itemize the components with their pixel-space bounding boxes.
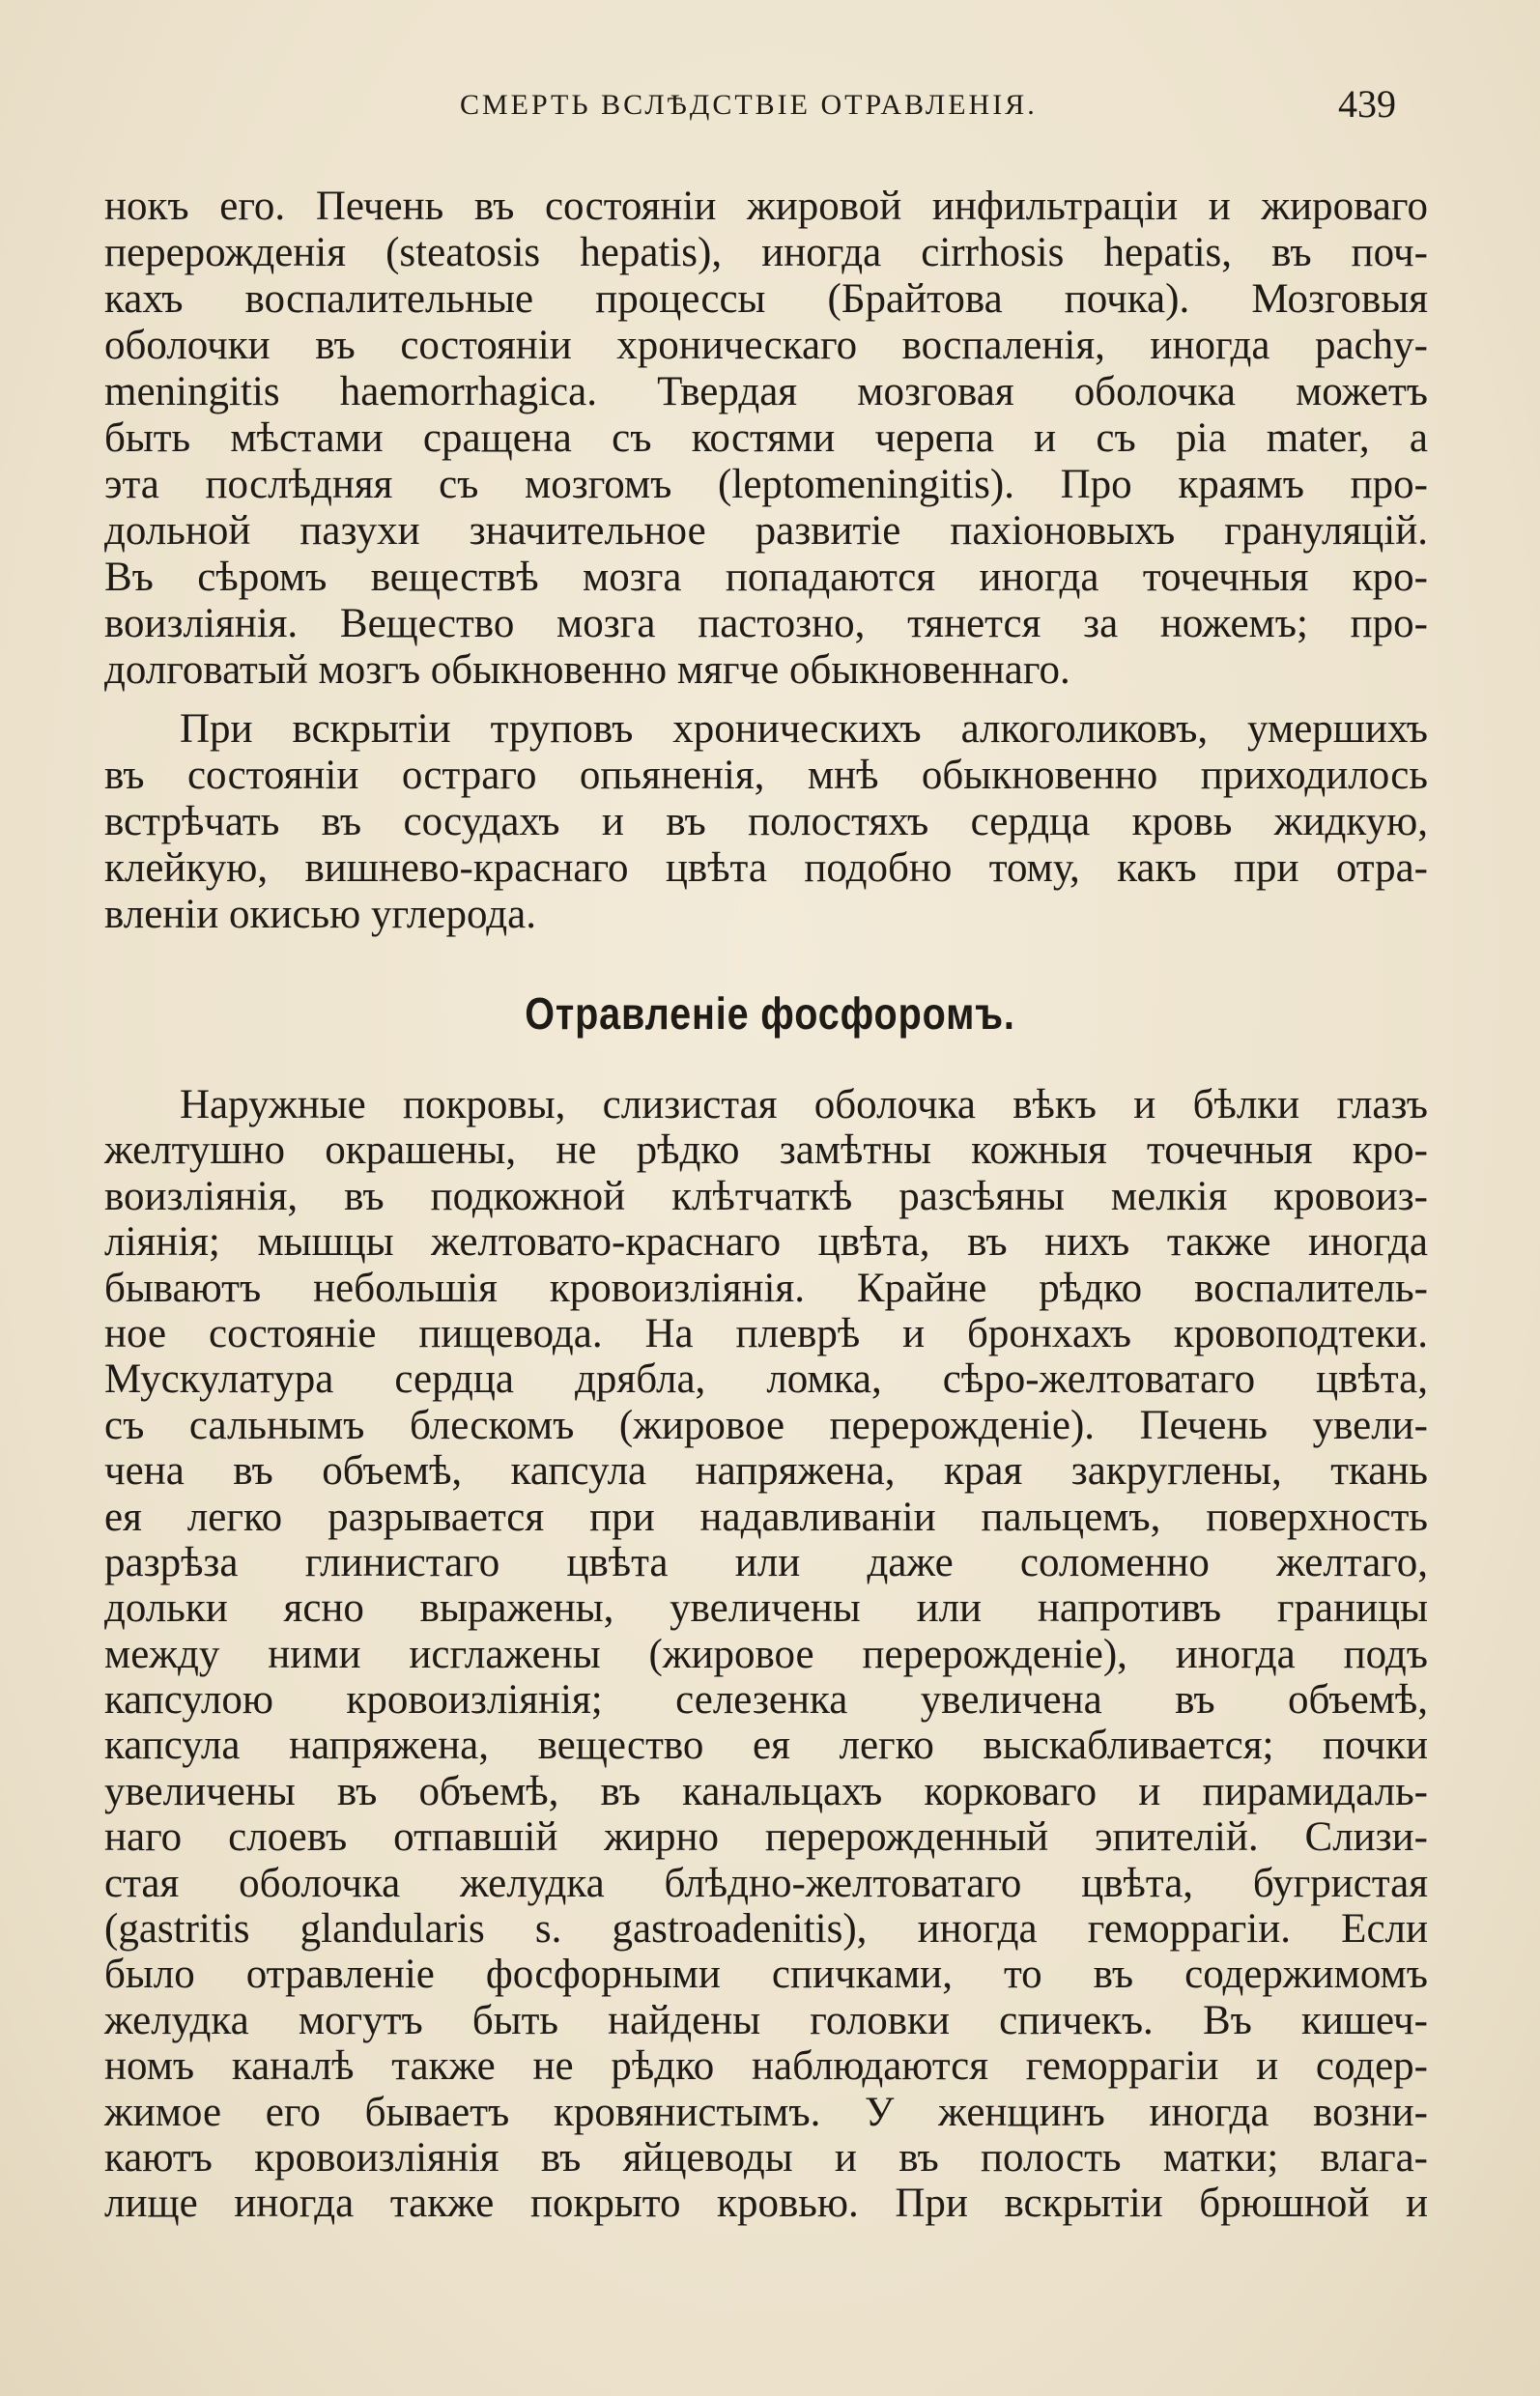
page-number: 439 bbox=[1338, 82, 1396, 126]
text-line: Мускулатура сердца дрябла, ломка, сѣро-желтоватаго цвѣта, bbox=[104, 1356, 1428, 1403]
running-title: СМЕРТЬ ВСЛѢДСТВІЕ ОТРАВЛЕНІЯ. bbox=[460, 89, 1038, 121]
text-line: ея легко разрывается при надавливаніи пальцемъ, поверхность bbox=[104, 1494, 1428, 1540]
text-line: жимое его бываетъ кровянистымъ. У женщинъ иногда возни- bbox=[104, 2089, 1428, 2135]
text-line: При вскрытіи труповъ хроническихъ алкоголиковъ, умершихъ bbox=[180, 706, 1428, 752]
text-line: долговатый мозгъ обыкновенно мягче обыкновеннаго. bbox=[104, 647, 1070, 693]
text-line: нокъ его. Печень въ состояніи жировой инфильтраціи и жироваго bbox=[104, 184, 1428, 229]
text-line: быть мѣстами сращена съ костями черепа и съ pia mater, а bbox=[104, 415, 1428, 461]
text-line: капсулою кровоизліянія; селезенка увеличена въ объемѣ, bbox=[104, 1677, 1428, 1724]
text-line: кахъ воспалительные процессы (Брайтова почка). Мозговыя bbox=[104, 276, 1428, 322]
text-line: дольной пазухи значительное развитіе пахіоновыхъ грануляцій. bbox=[104, 508, 1428, 554]
text-line: каютъ кровоизліянія въ яйцеводы и въ полость матки; влага- bbox=[104, 2134, 1428, 2181]
text-line: перерожденія (steatosis hepatis), иногда cirrhosis hepatis, въ поч- bbox=[104, 230, 1428, 275]
text-line: наго слоевъ отпавшій жирно перерожденный эпителій. Слизи- bbox=[104, 1814, 1428, 1861]
text-line: капсула напряжена, вещество ея легко выскабливается; почки bbox=[104, 1723, 1428, 1769]
text-line: meningitis haemorrhagica. Твердая мозговая оболочка можетъ bbox=[104, 369, 1428, 414]
text-line: увеличены въ объемѣ, въ канальцахъ корковаго и пирамидаль- bbox=[104, 1768, 1428, 1814]
text-line: номъ каналѣ также не рѣдко наблюдаются геморрагіи и содер- bbox=[104, 2043, 1428, 2090]
text-line: было отравленіе фосфорными спичками, то въ содержимомъ bbox=[104, 1952, 1428, 1998]
text-line: лище иногда также покрыто кровью. При вскрытіи брюшной и bbox=[104, 2181, 1428, 2227]
text-line: желтушно окрашены, не рѣдко замѣтны кожныя точечныя кро- bbox=[104, 1127, 1428, 1174]
text-line: бываютъ небольшія кровоизліянія. Крайне рѣдко воспалитель- bbox=[104, 1265, 1428, 1311]
text-line: чена въ объемѣ, капсула напряжена, края закруглены, ткань bbox=[104, 1448, 1428, 1495]
section-heading: Отравленіе фосфоромъ. bbox=[525, 988, 1015, 1039]
text-line: разрѣза глинистаго цвѣта или даже соломенно желтаго, bbox=[104, 1539, 1428, 1585]
text-line: съ сальнымъ блескомъ (жировое перерожденіе). Печень увели- bbox=[104, 1402, 1428, 1448]
running-head bbox=[0, 82, 1540, 137]
text-line: воизліянія, въ подкожной клѣтчаткѣ разсѣяны мелкія кровоиз- bbox=[104, 1173, 1428, 1219]
text-line: воизліянія. Вещество мозга пастозно, тянется за ножемъ; про- bbox=[104, 601, 1428, 646]
text-line: въ состояніи остраго опьяненія, мнѣ обыкновенно приходилось bbox=[104, 753, 1428, 798]
text-line: ное состояніе пищевода. На плеврѣ и бронхахъ кровоподтеки. bbox=[104, 1310, 1428, 1356]
text-line: ліянія; мышцы желтовато-краснаго цвѣта, въ нихъ также иногда bbox=[104, 1219, 1428, 1266]
text-line: Въ сѣромъ веществѣ мозга попадаются иногда точечныя кро- bbox=[104, 555, 1428, 600]
text-line: оболочки въ состояніи хроническаго воспаленія, иногда pachy- bbox=[104, 323, 1428, 368]
text-line: дольки ясно выражены, увеличены или напротивъ границы bbox=[104, 1585, 1428, 1632]
text-line: (gastritis glandularis s. gastroadenitis), иногда геморрагіи. Если bbox=[104, 1906, 1428, 1953]
paragraph-1 bbox=[104, 184, 1428, 694]
text-line: желудка могутъ быть найдены головки спичекъ. Въ кишеч- bbox=[104, 1997, 1428, 2043]
text-line: Наружные покровы, слизистая оболочка вѣкъ и бѣлки глазъ bbox=[180, 1082, 1428, 1127]
text-line: клейкую, вишнево-краснаго цвѣта подобно тому, какъ при отра- bbox=[104, 845, 1428, 891]
text-line: стая оболочка желудка блѣдно-желтоватаго цвѣта, бугристая bbox=[104, 1860, 1428, 1906]
paragraph-2 bbox=[104, 706, 1428, 938]
text-line: вленіи окисью углерода. bbox=[104, 892, 536, 937]
text-line: между ними исглажены (жировое перерожденіе), иногда подъ bbox=[104, 1631, 1428, 1677]
text-line: эта послѣдняя съ мозгомъ (leptomeningitis). Про краямъ про- bbox=[104, 462, 1428, 507]
paragraph-3 bbox=[104, 1082, 1428, 2227]
text-line: встрѣчать въ сосудахъ и въ полостяхъ сердца кровь жидкую, bbox=[104, 799, 1428, 844]
